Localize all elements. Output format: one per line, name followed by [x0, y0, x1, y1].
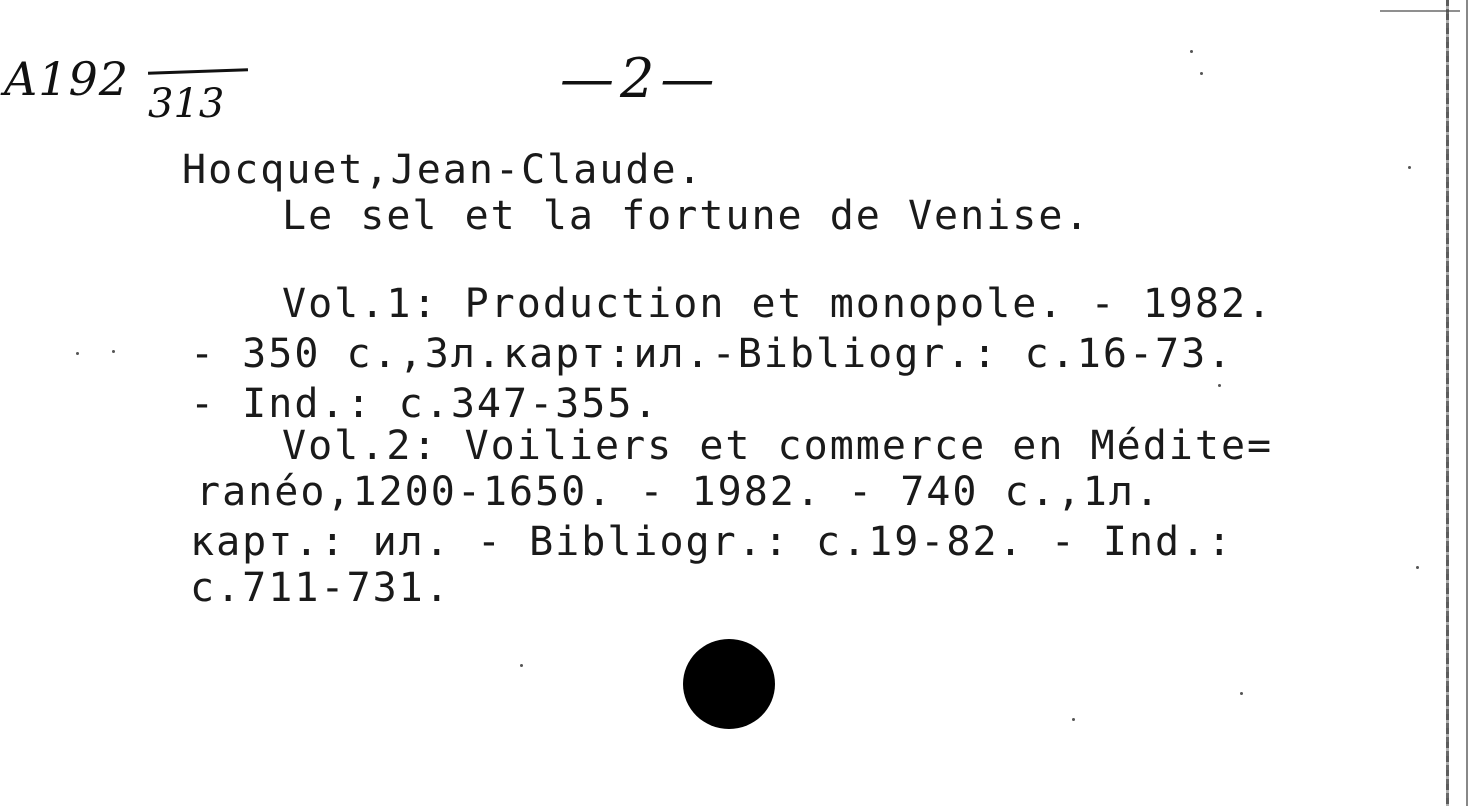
volume-line-4: Vol.2: Voiliers et commerce en Médite= [282, 423, 1274, 469]
author-line: Hocquet,Jean-Claude. [182, 147, 704, 193]
call-number: A192 [4, 52, 130, 106]
volume-line-3: - Ind.: c.347-355. [190, 381, 660, 427]
speck [112, 350, 115, 353]
volume-line-1: Vol.1: Production et monopole. - 1982. [282, 281, 1274, 327]
speck [1408, 166, 1411, 169]
page-marker: —2— [560, 47, 721, 110]
volume-line-5: ranéo,1200-1650. - 1982. - 740 c.,1л. [196, 469, 1162, 515]
speck [1200, 72, 1203, 75]
speck [1072, 718, 1075, 721]
volume-line-2: - 350 c.,3л.карт:ил.-Bibliogr.: c.16-73. [190, 331, 1234, 377]
speck [520, 664, 523, 667]
card-right-edge-outer [1466, 0, 1468, 806]
volume-line-6: карт.: ил. - Bibliogr.: c.19-82. - Ind.: [190, 519, 1234, 565]
punch-hole [683, 639, 775, 729]
call-number-sub: 313 [148, 81, 225, 127]
volume-line-7: c.711-731. [190, 565, 451, 611]
speck [76, 352, 79, 355]
card-right-edge [1446, 0, 1449, 806]
speck [1190, 50, 1193, 53]
call-number-fraction-bar [148, 68, 248, 74]
speck [1240, 692, 1243, 695]
speck [1218, 384, 1221, 387]
speck [1416, 566, 1419, 569]
title-line: Le sel et la fortune de Venise. [282, 193, 1091, 239]
